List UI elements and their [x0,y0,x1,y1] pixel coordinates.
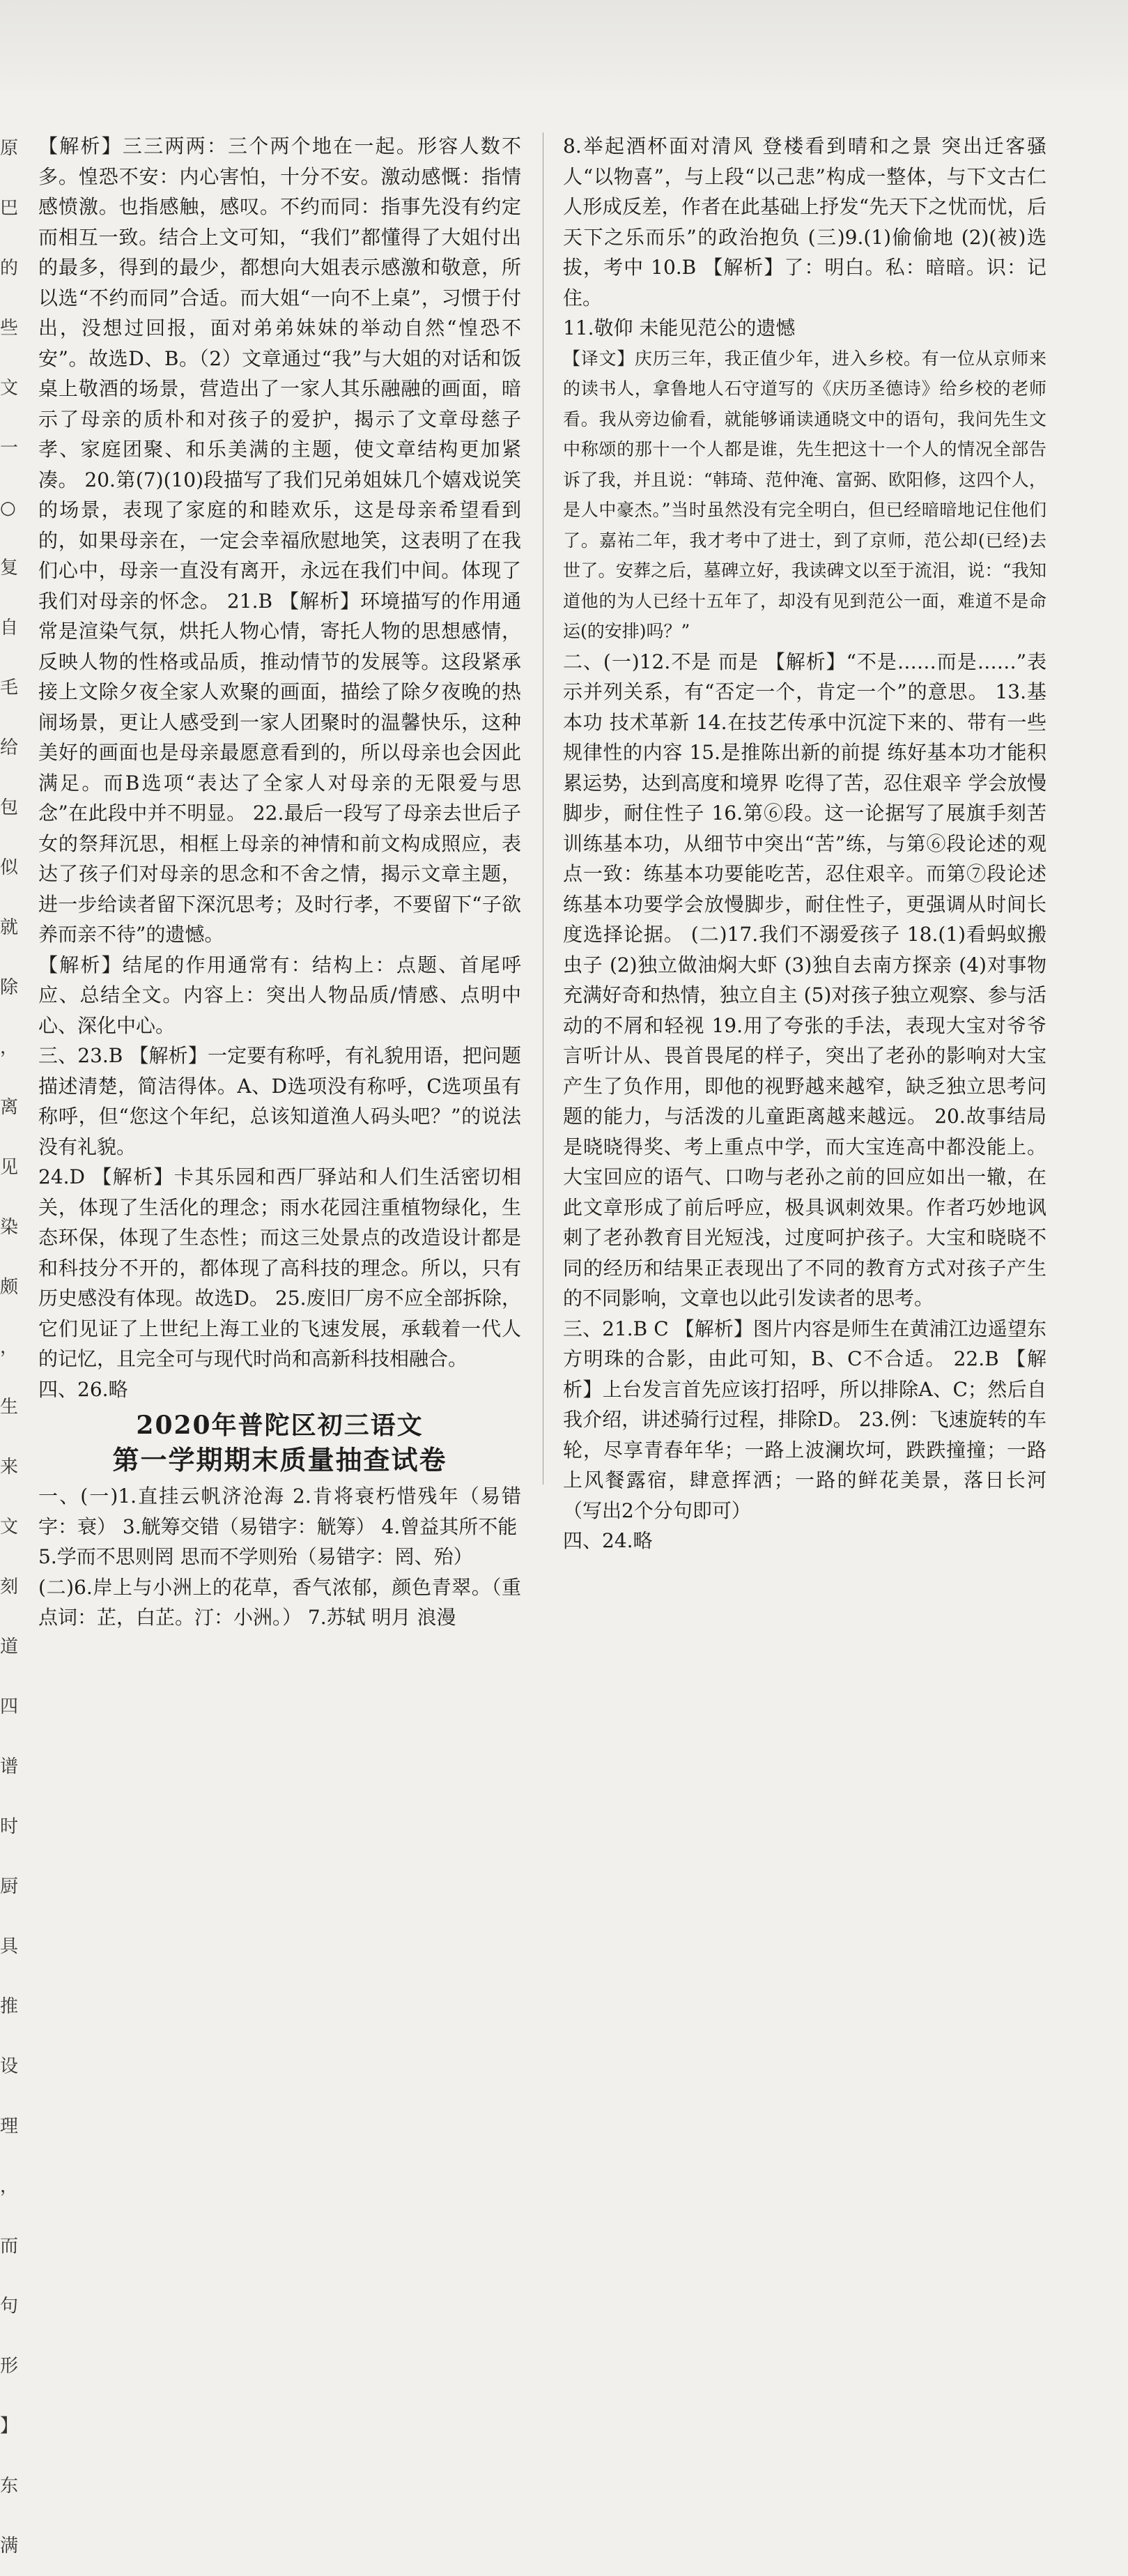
margin-glyph: 就 [0,917,19,938]
scanned-top-strip [0,0,1128,91]
margin-glyph: 而 [0,2236,19,2257]
margin-glyph: 复 [0,558,19,578]
margin-glyph: 些 [0,318,19,339]
margin-glyph: 毛 [0,677,19,698]
answer-1-4: 一、(一)1.直挂云帆济沧海 2.肯将衰朽惜残年（易错字：衰） 3.觥筹交错（易错字：觥筹） 4.曾益其所不能 [38,1485,521,1538]
right-column [563,131,1046,1556]
margin-glyph: 刻 [0,1577,19,1597]
margin-glyph: ， [0,1037,19,1058]
margin-glyph: 形 [0,2356,19,2377]
margin-glyph: 一 [0,438,19,459]
margin-glyph: ， [0,1337,19,1358]
margin-glyph: ， [0,2176,19,2197]
margin-glyph: 巴 [0,198,19,219]
margin-glyph: 来 [0,1457,19,1478]
margin-glyph: 】 [0,2416,19,2437]
answer-6-7: (二)6.岸上与小洲上的花草，香气浓郁，颜色青翠。（重点词：芷，白芷。汀：小洲。） 7.苏轼 明月 浪漫 [38,1575,521,1629]
margin-glyph: 包 [0,797,19,818]
answer-24: 四、24.略 [563,1529,653,1552]
margin-glyph: ○ [0,498,16,519]
answer-paragraph-19-22: 【解析】三三两两：三个两个地在一起。形容人数不多。惶恐不安：内心害怕，十分不安。激动感慨：指情感愤激。也指感触，感叹。不约而同：指事先没有约定而相互一致。结合上文可知，“我们”都懂得了大姐付出的最多，得到的最少，都想向大姐表示感激和敬意，所以选“不约而同”合适。而大姐“一向不上桌”，习惯于付出，没想过回报，面对弟弟妹妹的举动自然“惶恐不安”。故选D、B。（2）文章通过“我”与大姐的对话和饭桌上敬酒的场景，营造出了一家人其乐融融的画面，暗示了母亲的质朴和对孩子的爱护，揭示了文章母慈子孝、家庭团聚、和乐美满的主题，使文章结构更加紧凑。 20.第(7)(10)段描写了我们兄弟姐妹几个嬉戏说笑的场景，表现了家庭的和睦欢乐，这是母亲希望看到的，如果母亲在，一定会幸福欣慰地笑，这表明了在我们心中，母亲一直没有离开，永远在我们中间。体现了我们对母亲的怀念。 21.B 【解析】环境描写的作用通常是渲染气氛，烘托人物心情，寄托人物的思想感情，反映人物的性格或品质，推动情节的发展等。这段紧承接上文除夕夜全家人欢聚的画面，描绘了除夕夜晚的热闹场景，更让人感受到一家人团聚时的温馨快乐，这种美好的画面也是母亲最愿意看到的，所以母亲也会因此满足。而B选项“表达了全家人对母亲的无限爱与思念”在此段中并不明显。 22.最后一段写了母亲去世后子女的祭拜沉思，相框上母亲的神情和前文构成照应，表达了孩子们对母亲的思念和不舍之情，揭示文章主题，进一步给读者留下深沉思考；及时行孝，不要留下“子欲养而亲不待”的遗憾。 [38,135,521,946]
margin-glyph: 生 [0,1397,19,1418]
answer-8-10: 8.举起酒杯面对清风 登楼看到晴和之景 突出迁客骚人“以物喜”，与上段“以己悲”构成一整体，与下文古仁人形成反差，作者在此基础上抒发“先天下之忧而忧，后天下之乐而乐”的政治抱负 (三)9.(1)偷偷地 (2)(被)选拔，考中 10.B 【解析】了：明白。私：暗暗。识：记住。 [563,135,1046,309]
margin-glyph: 的 [0,258,19,279]
margin-glyph: 具 [0,1936,19,1957]
margin-glyph: 四 [0,1696,19,1717]
answer-12-20: 二、(一)12.不是 而是 【解析】“不是……而是……”表示并列关系，有“否定一个，肯定一个”的意思。 13.基本功 技术革新 14.在技艺传承中沉淀下来的、带有一些规律性的内容 15.是推陈出新的前提 练好基本功才能积累运势，达到高度和境界 吃得了苦，忍住艰辛 学会放慢脚步，耐住性子 16.第⑥段。这一论据写了展旗手刻苦训练基本功，从细节中突出“苦”练，与第⑥段论述的观点一致：练基本功要能吃苦，忍住艰辛。而第⑦段论述练基本功要学会放慢脚步，耐住性子，更强调从时间长度选择论据。 (二)17.我们不溺爱孩子 18.(1)看蚂蚁搬虫子 (2)独立做油焖大虾 (3)独自去南方探亲 (4)对事物充满好奇和热情，独立自主 (5)对孩子独立观察、参与活动的不屑和轻视 19.用了夸张的手法，表现大宝对爷爷言听计从、畏首畏尾的样子，突出了老孙的影响对大宝产生了负作用，即他的视野越来越窄，缺乏独立思考问题的能力，与活泼的儿童距离越来越远。 20.故事结局是晓晓得奖、考上重点中学，而大宝连高中都没能上。大宝回应的语气、口吻与老孙之前的回应如出一辙，在此文章形成了前后呼应，极具讽刺效果。作者巧妙地讽刺了老孙教育目光短浅，过度呵护孩子。大宝和晓晓不同的经历和结果正表现出了不同的教育方式对孩子产生的不同影响，文章也以此引发读者的思考。 [563,650,1046,1310]
answer-21-23: 三、21.B C 【解析】图片内容是师生在黄浦江边遥望东方明珠的合影，由此可知，B、C不合适。 22.B 【解析】上台发言首先应该打招呼，所以排除A、C；然后自我介绍，讲述骑行过程，排除D。 23.例：飞速旋转的车轮，尽享青春年华；一路上波澜坎坷，跌跌撞撞；一路上风餐露宿，肆意挥洒；一路的鲜花美景，落日长河（写出2个分句即可） [563,1317,1046,1522]
margin-glyph: 除 [0,977,19,998]
margin-glyph: 颇 [0,1277,19,1298]
margin-glyph: 东 [0,2476,19,2497]
exam-title-line2: 第一学期期末质量抽查试卷 [112,1444,447,1475]
margin-glyph: 似 [0,857,19,878]
answer-11: 11.敬仰 未能见范公的遗憾 [563,316,796,339]
margin-glyph: 理 [0,2116,19,2137]
answer-5: 5.学而不思则罔 思而不学则殆（易错字：罔、殆） [38,1545,473,1568]
margin-glyph: 设 [0,2056,19,2077]
margin-glyph: 见 [0,1157,19,1178]
left-margin-cut-text [0,118,19,2556]
margin-glyph: 自 [0,618,19,638]
margin-glyph: 推 [0,1996,19,2017]
margin-glyph: 满 [0,2536,19,2556]
margin-glyph: 时 [0,1816,19,1837]
left-column [38,131,521,1633]
margin-glyph: 离 [0,1097,19,1118]
answer-26: 四、26.略 [38,1377,128,1401]
translation-paragraph: 【译文】庆历三年，我正值少年，进入乡校。有一位从京师来的读书人，拿鲁地人石守道写的《庆历圣德诗》给乡校的老师看。我从旁边偷看，就能够诵读通晓文中的语句，我问先生文中称颂的那十一个人都是谁，先生把这十一个人的情况全部告诉了我，并且说：“韩琦、范仲淹、富弼、欧阳修，这四个人，是人中豪杰。”当时虽然没有完全明白，但已经暗暗地记住他们了。嘉祐二年，我才考中了进士，到了京师，范公却(已经)去世了。安葬之后，墓碑立好，我读碑文以至于流泪，说：“我知道他的为人已经十五年了，却没有见到范公一面，难道不是命运(的安排)吗？” [563,348,1046,641]
answer-23: 三、23.B 【解析】一定要有称呼，有礼貌用语，把问题描述清楚，简洁得体。A、D选项没有称呼，C选项虽有称呼，但“您这个年纪，总该知道渔人码头吧？”的说法没有礼貌。 [38,1044,521,1158]
margin-glyph: 句 [0,2296,19,2317]
margin-glyph: 文 [0,1517,19,1538]
margin-glyph: 给 [0,737,19,758]
margin-glyph: 厨 [0,1876,19,1897]
margin-glyph: 道 [0,1636,19,1657]
answer-24-25: 24.D 【解析】卡其乐园和西厂驿站和人们生活密切相关，体现了生活化的理念；雨水花园注重植物绿化，生态环保，体现了生态性；而这三处景点的改造设计都是和科技分不开的，都体现了高科技的理念。所以，只有历史感没有体现。故选D。 25.废旧厂房不应全部拆除，它们见证了上世纪上海工业的飞速发展，承载着一代人的记忆，且完全可与现代时尚和高新科技相融合。 [38,1165,521,1370]
margin-glyph: 文 [0,378,19,399]
margin-glyph: 谱 [0,1756,19,1777]
margin-glyph: 原 [0,138,19,159]
exam-title-line1: 2020年普陀区初三语文 [136,1411,424,1440]
exam-title [38,1409,521,1478]
margin-glyph: 染 [0,1217,19,1238]
answer-note-ending: 【解析】结尾的作用通常有：结构上：点题、首尾呼应、总结全文。内容上：突出人物品质/情感、点明中心、深化中心。 [38,953,521,1037]
